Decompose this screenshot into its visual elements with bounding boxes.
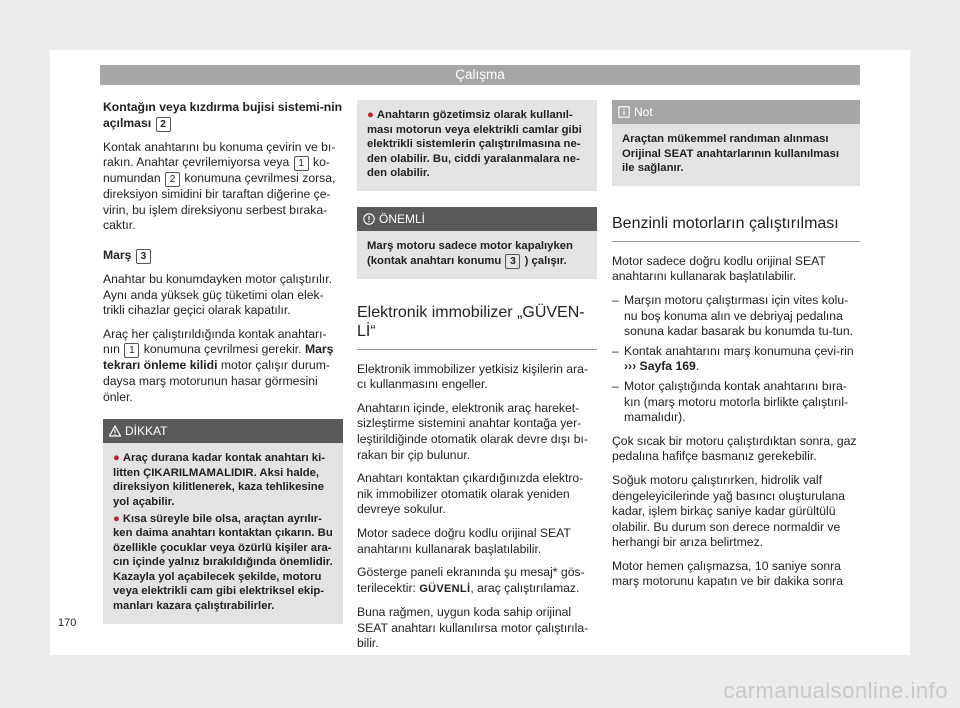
paragraph: Soğuk motoru çalıştırırken, hidrolik valf dengeleyicilerinde yağ basıncı oluşturulana kadar, işlem birkaç saniye kadar gürültülü olabilir. Bu durum son derece normaldir ve herhangi bir arıza belirtmez. [612,472,846,550]
paragraph: Anahtarı kontaktan çıkardığınızda elektro-nik immobilizer otomatik olarak yeniden devreye sokulur. [357,471,584,517]
list-item: – Kontak anahtarını marş konumuna çevi-rin ››› Sayfa 169. [612,344,860,375]
column-left [103,100,343,636]
paragraph: Elektronik immobilizer yetkisiz kişilerin ara-cı kullanmasını engeller. [357,361,588,392]
column-middle [357,100,597,660]
watermark: carmanualsonline.info [723,678,948,703]
paragraph: Buna rağmen, uygun koda sahip orijinal SEAT anahtarı kullanılırsa motor çalıştırıla-bilir. [357,605,589,651]
position-badge: 3 [505,254,520,269]
important-header: ÖNEMLİ [357,207,597,231]
info-icon [618,106,630,118]
position-badge: 1 [124,343,139,358]
display-message: GÜVENLİ [419,582,471,595]
position-badge: 2 [165,172,180,187]
note-header: Not [612,100,860,124]
position-badge: 3 [136,249,151,264]
steps-list [612,293,860,426]
warning-header: DİKKAT [103,419,343,443]
paragraph: Motor sadece doğru kodlu orijinal SEAT anahtarını kullanarak başlatılabilir. [612,253,826,284]
paragraph: Anahtar bu konumdayken motor çalıştırılır. Aynı anda yüksek güç tüketimi olan elek-trikli cihazlar geçici olarak kapatılır. [103,271,332,318]
paragraph: Gösterge paneli ekranında şu mesaj* gös-terilecektir: GÜVENLİ, araç çalıştırılamaz. [357,565,585,595]
warning-bullet: ● Araç durana kadar kontak anahtarı ki-litten ÇIKARILMAMALIDIR. Aksi halde, direksiyon kilitlenerek, kaza tehlikesine yol açabilir. [113,452,325,508]
warning-bullet: ● Anahtarın gözetimsiz olarak kullanıl-ması motorun veya elektrikli camlar gibi elektrikli sistemlerin çalıştırılmasına ne-den olabilir. Bu, ciddi yaralanmalara ne-den olabilir. [367,109,582,180]
paragraph: Araç her çalıştırıldığında kontak anahtarı-nın 1 konumuna çevrilmesi gerekir. Marş tekrarı önleme kilidi motor çalışır durum-daysa marş motorunun hasar görmesini önler. [103,326,334,404]
paragraph: Çok sıcak bir motoru çalıştırdıktan sonra, gaz pedalına hafifçe basmanız gerekebilir. [612,433,857,464]
position-badge: 1 [294,156,309,171]
page-number: 170 [58,617,77,629]
page-header: Çalışma [100,65,860,85]
note-body: Araçtan mükemmel randıman alınması Orijinal SEAT anahtarlarının kullanılması ile sağlanır. [612,124,860,186]
list-item: – Marşın motoru çalıştırması için vites kolu-nu boş konuma alın ve debriyaj pedalına sonuna kadar basarak bu konumda tu-tun. [612,293,860,340]
warning-box-continued [357,100,597,191]
warning-box [103,419,343,624]
warning-body [357,100,597,191]
heading-ignition: Kontağın veya kızdırma bujisi sistemi-nin açılması 2 [103,100,343,130]
list-item: – Motor çalıştığında kontak anahtarını bıra-kın (marş motoru motorla birlikte çalıştırıl-mamalıdır). [612,379,860,426]
warning-triangle-icon [109,425,121,437]
warning-body [103,443,343,624]
paragraph: Motor hemen çalışmazsa, 10 saniye sonra marş motorunu kapatın ve bir dakika sonra [612,558,843,589]
paragraph: Anahtarın içinde, elektronik araç hareket-sizleştirme sistemini anahtar kontağa yer-leştirildiğinde otomatik olarak devre dışı bı-rakan bir çip bulunur. [357,400,588,462]
important-box [357,207,597,279]
paragraph: Motor sadece doğru kodlu orijinal SEAT anahtarını kullanarak başlatılabilir. [357,525,571,556]
warning-bullet: ● Kısa süreyle bile olsa, araçtan ayrılır-ken daima anahtarı kontaktan çıkarın. Bu özellikle çocuklar veya özürlü kişiler ara-cın içinde yalnız bırakıldığında önemlidir. Kazayla yol açabilecek şekilde, motoru veya elektrikli cam gibi elektriksel ekip-manları kazara çalıştırabilirler. [113,512,333,613]
section-title-immobilizer: Elektronik immobilizer „GÜVEN-Lİ“ [357,303,597,350]
page-reference-link[interactable]: ››› Sayfa 169 [624,359,696,374]
position-badge: 2 [156,117,171,132]
paragraph: Kontak anahtarını bu konuma çevirin ve bı-rakın. Anahtar çevrilemiyorsa veya 1 ko-numundan 2 konumuna çevrilmesi zorsa, direksiyon simidini bir taraftan diğerine çe-virin, bu işlem direksiyonu serbest bıraka-caktır. [103,139,336,233]
column-right [612,100,860,598]
info-circle-icon [363,213,375,225]
heading-start: Marş 3 [103,248,343,264]
important-body: Marş motoru sadece motor kapalıyken (kontak anahtarı konumu 3 ) çalışır. [357,231,597,279]
note-box [612,100,860,186]
section-title-petrol: Benzinli motorların çalıştırılması [612,214,860,242]
